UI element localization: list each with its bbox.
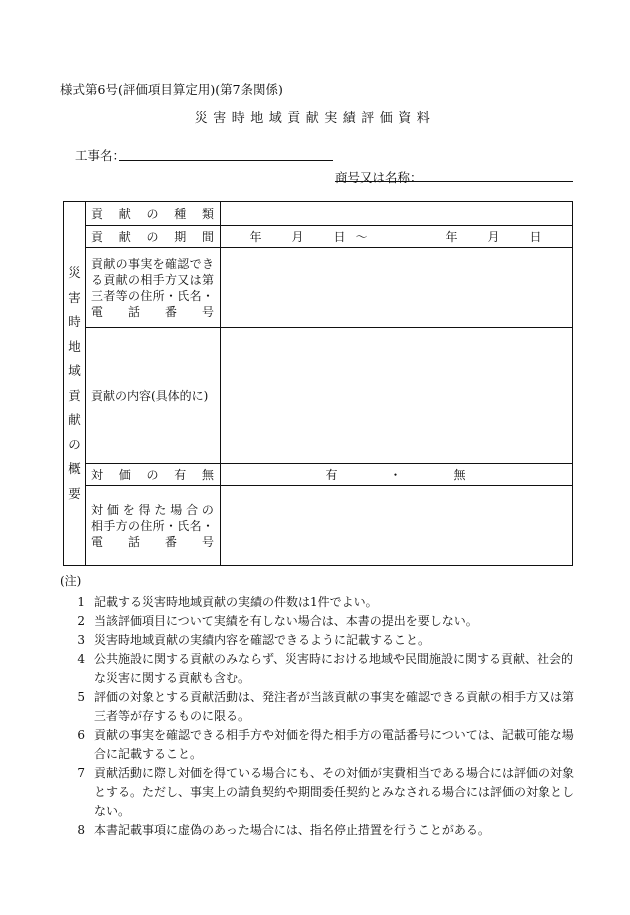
counterpart-label-char: の — [115, 256, 128, 271]
period-label-char: の — [146, 230, 159, 244]
counterpart-label-line — [91, 304, 214, 320]
side-label-char: 地 — [68, 338, 81, 354]
paid-counterpart-label-char: 得 — [138, 502, 151, 517]
paid-counterpart-label-char: を — [122, 502, 135, 517]
side-label-char: 時 — [68, 314, 81, 329]
counterpart-label-char: 住 — [140, 288, 153, 303]
note-number: 6 — [77, 728, 85, 742]
note-text: 本書記載事項に虚偽のあった場合には、指名停止措置を行うことがある。 — [94, 823, 490, 837]
month-2: 月 — [487, 230, 500, 244]
compensation-value-cell[interactable] — [221, 464, 573, 486]
month-1: 月 — [291, 230, 304, 244]
side-label-char: の — [68, 436, 81, 452]
period-label — [86, 228, 220, 245]
notes-section — [60, 572, 580, 840]
paid-counterpart-label-char: 場 — [170, 502, 183, 517]
counterpart-label-line — [91, 272, 214, 288]
counterpart-label-char: る — [91, 272, 104, 287]
compensation-value — [221, 466, 572, 483]
counterpart-label-char: 手 — [152, 272, 165, 287]
note-text: 当該評価項目について実績を有しない場合は、本書の提出を要しない。 — [94, 614, 478, 628]
counterpart-label-char: 号 — [201, 304, 214, 319]
compensation-label-char: 対 — [91, 468, 104, 482]
counterpart-label-char: を — [152, 256, 165, 271]
note-text: 記載する災害時地域貢献の実績の件数は1件でよい。 — [94, 595, 378, 609]
counterpart-label-char: の — [127, 288, 140, 303]
compensation-label-char: の — [146, 468, 159, 482]
counterpart-label-char: 三 — [91, 288, 104, 303]
note-text: 評価の対象とする貢献活動は、発注者が当該貢献の事実を確認できる貢献の相手方又は第三者等が存するものに限る。 — [94, 690, 575, 723]
day-2: 日 — [529, 230, 542, 244]
note-number: 2 — [77, 614, 85, 628]
paid-counterpart-label-char: の — [127, 518, 140, 533]
counterpart-label-char: の — [127, 272, 140, 287]
side-label-char: 害 — [68, 289, 81, 305]
day-1: 日 — [333, 230, 346, 244]
counterpart-label-line — [91, 288, 214, 304]
form-id: 様式第6号(評価項目算定用)(第7条関係) — [60, 82, 283, 97]
type-label-char: の — [146, 207, 159, 221]
period-label-char: 間 — [201, 230, 214, 244]
counterpart-label-char: 所 — [152, 288, 165, 303]
note-item — [60, 631, 580, 650]
paid-counterpart-label-cell — [86, 486, 221, 566]
compensation-label — [86, 466, 220, 483]
period-value — [221, 228, 572, 245]
content-value-cell[interactable] — [221, 328, 573, 464]
counterpart-label-char: 者 — [103, 288, 116, 303]
counterpart-label-line — [91, 256, 214, 272]
counterpart-label-char: 貢 — [103, 272, 116, 287]
side-label-char: 要 — [68, 485, 81, 501]
note-text: 公共施設に関する貢献のみならず、災害時における地域や民間施設に関する貢献、社会的な災害に関する貢献も含む。 — [94, 652, 574, 685]
year-1: 年 — [249, 230, 262, 244]
period-label-char: 献 — [118, 230, 131, 244]
counterpart-label-char: 献 — [103, 256, 116, 271]
note-item — [60, 593, 580, 612]
paid-counterpart-value-cell[interactable] — [221, 486, 573, 566]
period-label-cell — [86, 226, 221, 248]
side-label-char: 献 — [68, 412, 81, 427]
note-item — [60, 821, 580, 840]
counterpart-label-char: 事 — [127, 256, 140, 271]
note-text: 貢献活動に際し対価を得ている場合にも、その対価が実費相当である場合には評価の対象とする。ただし、事実上の請負契約や期間委任契約とみなされる場合には評価の対象としない。 — [94, 766, 575, 818]
period-label-char: 貢 — [91, 230, 104, 244]
note-number: 1 — [77, 595, 85, 609]
counterpart-label-char: 名 — [189, 288, 202, 303]
note-number: 5 — [77, 690, 85, 704]
counterpart-label — [86, 254, 220, 322]
counterpart-label-char: 話 — [127, 304, 140, 319]
note-number: 4 — [77, 652, 85, 666]
year-2: 年 — [445, 230, 458, 244]
contribution-table — [63, 201, 573, 566]
paid-counterpart-label-char: 相 — [91, 518, 104, 533]
paid-counterpart-label-char: ・ — [201, 518, 214, 533]
side-label-char: 概 — [68, 461, 81, 476]
type-label-char: 貢 — [91, 207, 104, 221]
compensation-label-cell — [86, 464, 221, 486]
paid-counterpart-label-char: 方 — [115, 518, 128, 533]
content-label-cell — [86, 328, 221, 464]
counterpart-label-char: 方 — [164, 272, 177, 287]
side-label-cell — [64, 202, 86, 566]
period-label-char: 期 — [174, 230, 187, 244]
compensation-label-char: 無 — [201, 468, 214, 482]
period-value-cell[interactable] — [221, 226, 573, 248]
note-item — [60, 726, 580, 764]
paid-counterpart-label-line — [91, 502, 214, 518]
paid-counterpart-label-char: 所 — [152, 518, 165, 533]
paid-counterpart-label — [86, 500, 220, 552]
paid-counterpart-label-char: 号 — [201, 534, 214, 549]
counterpart-label-char: は — [189, 272, 202, 287]
note-number: 3 — [77, 633, 85, 647]
counterpart-label-char: 氏 — [177, 288, 190, 303]
note-item — [60, 688, 580, 726]
paid-counterpart-label-char: 番 — [164, 534, 177, 549]
counterpart-label-char: ・ — [201, 288, 214, 303]
company-name-label: 商号又は名称： — [335, 170, 423, 185]
paid-counterpart-label-char: 価 — [106, 502, 119, 517]
content-label: 貢献の内容(具体的に) — [91, 389, 209, 403]
paid-counterpart-label-char: 対 — [91, 502, 104, 517]
paid-counterpart-label-char: 手 — [103, 518, 116, 533]
notes-heading: (注) — [60, 574, 82, 588]
note-number: 8 — [77, 823, 85, 837]
note-item — [60, 650, 580, 688]
paid-counterpart-label-char: た — [154, 502, 167, 517]
counterpart-label-char: 実 — [140, 256, 153, 271]
company-name-field[interactable] — [335, 181, 573, 182]
counterpart-label-char: 第 — [201, 272, 214, 287]
counterpart-label-char: 電 — [91, 304, 104, 319]
side-label-char: 災 — [68, 265, 81, 280]
document-title: 災害時地域貢献実績評価資料 — [194, 111, 436, 126]
counterpart-label-char: き — [201, 256, 214, 271]
compensation-yes[interactable]: 有 — [325, 468, 338, 482]
counterpart-label-char: 番 — [164, 304, 177, 319]
paid-counterpart-label-char: 名 — [189, 518, 202, 533]
notes-list — [60, 593, 580, 840]
type-label-char: 献 — [118, 207, 131, 221]
paid-counterpart-label-char: の — [201, 502, 214, 517]
type-label — [86, 205, 220, 222]
paid-counterpart-label-char: 合 — [186, 502, 199, 517]
compensation-no[interactable]: 無 — [453, 468, 466, 482]
type-label-cell — [86, 202, 221, 226]
side-label-char: 域 — [68, 363, 81, 378]
paid-counterpart-label-char: 話 — [127, 534, 140, 549]
paid-counterpart-label-char: 氏 — [177, 518, 190, 533]
type-label-char: 種 — [174, 207, 187, 221]
counterpart-label-char: 又 — [177, 272, 190, 287]
counterpart-label-char: ・ — [164, 288, 177, 303]
note-item — [60, 612, 580, 631]
counterpart-label-char: で — [189, 256, 202, 271]
counterpart-label-cell — [86, 248, 221, 328]
compensation-dot: ・ — [389, 468, 402, 482]
counterpart-label-char: 確 — [164, 256, 177, 271]
paid-counterpart-label-char: 住 — [140, 518, 153, 533]
paid-counterpart-label-line — [91, 518, 214, 534]
note-item — [60, 764, 580, 821]
counterpart-label-char: 相 — [140, 272, 153, 287]
project-name-label: 工事名： — [75, 148, 126, 163]
compensation-label-char: 有 — [174, 468, 187, 482]
project-name-field[interactable] — [119, 160, 333, 161]
paid-counterpart-label-char: 電 — [91, 534, 104, 549]
side-label-char: 貢 — [68, 387, 81, 403]
paid-counterpart-label-line — [91, 534, 214, 550]
counterpart-value-cell[interactable] — [221, 248, 573, 328]
paid-counterpart-label-char: ・ — [164, 518, 177, 533]
counterpart-label-char: 貢 — [91, 256, 104, 271]
counterpart-label-char: 認 — [177, 256, 190, 271]
tilde: 〜 — [355, 230, 368, 244]
note-text: 貢献の事実を確認できる相手方や対価を得た相手方の電話番号については、記載可能な場合に記載すること。 — [94, 728, 574, 761]
type-label-char: 類 — [201, 207, 214, 221]
note-text: 災害時地域貢献の実績内容を確認できるように記載すること。 — [94, 633, 431, 647]
note-number: 7 — [77, 766, 85, 780]
counterpart-label-char: 献 — [115, 272, 128, 287]
compensation-label-char: 価 — [118, 468, 131, 482]
side-label — [64, 261, 85, 506]
type-value-cell[interactable] — [221, 202, 573, 226]
counterpart-label-char: 等 — [115, 288, 128, 303]
